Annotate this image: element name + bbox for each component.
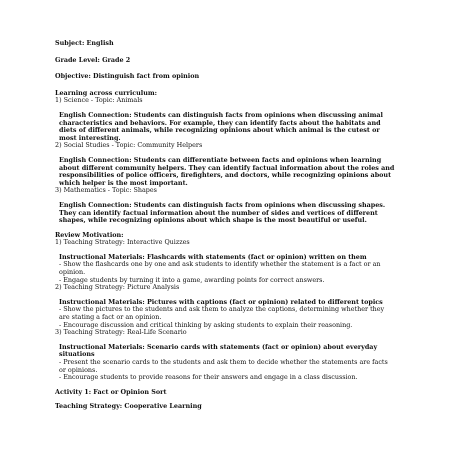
curriculum-topic-2: 2) Social Studies - Topic: Community Helpers <box>55 141 203 150</box>
subject-line: Subject: English <box>55 39 114 47</box>
curriculum-topic-3: 3) Mathematics - Topic: Shapes <box>55 186 157 195</box>
curriculum-connection-1: English Connection: Students can distinguish facts from opinions when discussing animal characteristics and behaviors. For example, they can identify facts about the habitats and diets of different animals, while recognizing opinions about which animal is the cutest or most interesting. <box>59 110 383 142</box>
strategy-materials-1: Instructional Materials: Flashcards with statements (fact or opinion) written on them <box>59 252 367 261</box>
strategy-materials-2: Instructional Materials: Pictures with captions (fact or opinion) related to different topics <box>59 297 383 306</box>
objective-line: Objective: Distinguish fact from opinion <box>55 72 200 81</box>
curriculum-connection-2: English Connection: Students can differentiate between facts and opinions when learning about different community helpers. They can identify factual information about the roles and responsibilities of police officers, firefighters, and doctors, while recognizing opinions about which helper is the most important. <box>59 155 395 187</box>
strategy-step-1-1: - Show the flashcards one by one and ask students to identify whether the statement is a fact or an opinion. <box>59 260 381 277</box>
document-page <box>55 40 395 411</box>
curriculum-heading: Learning across curriculum: <box>55 88 157 97</box>
strategy-title-1: 1) Teaching Strategy: Interactive Quizzes <box>55 238 190 247</box>
activity-title: Activity 1: Fact or Opinion Sort <box>55 387 167 396</box>
strategy-step-2-2: - Encourage discussion and critical thinking by asking students to explain their reasoning. <box>59 320 353 329</box>
review-heading: Review Motivation: <box>55 230 124 239</box>
strategy-title-2: 2) Teaching Strategy: Picture Analysis <box>55 283 180 292</box>
activity-strategy: Teaching Strategy: Cooperative Learning <box>55 402 202 411</box>
strategy-step-1-2: - Engage students by turning it into a game, awarding points for correct answers. <box>59 275 325 284</box>
grade-line: Grade Level: Grade 2 <box>55 55 131 64</box>
strategy-step-3-2: - Encourage students to provide reasons for their answers and engage in a class discussion. <box>59 373 358 382</box>
curriculum-connection-3: English Connection: Students can distinguish facts from opinions when discussing shapes. They can identify factual information about the number of sides and vertices of different shapes, while recognizing opinions about which shape is the most beautiful or useful. <box>59 200 386 225</box>
strategy-materials-3: Instructional Materials: Scenario cards with statements (fact or opinion) about everyday situations <box>59 342 378 359</box>
curriculum-topic-1: 1) Science - Topic: Animals <box>55 96 143 105</box>
strategy-step-2-1: - Show the pictures to the students and ask them to analyze the captions, determining whether they are stating a fact or an opinion. <box>59 305 385 322</box>
strategy-title-3: 3) Teaching Strategy: Real-Life Scenario <box>55 328 187 337</box>
strategy-step-3-1: - Present the scenario cards to the students and ask them to decide whether the statements are facts or opinions. <box>59 358 388 374</box>
